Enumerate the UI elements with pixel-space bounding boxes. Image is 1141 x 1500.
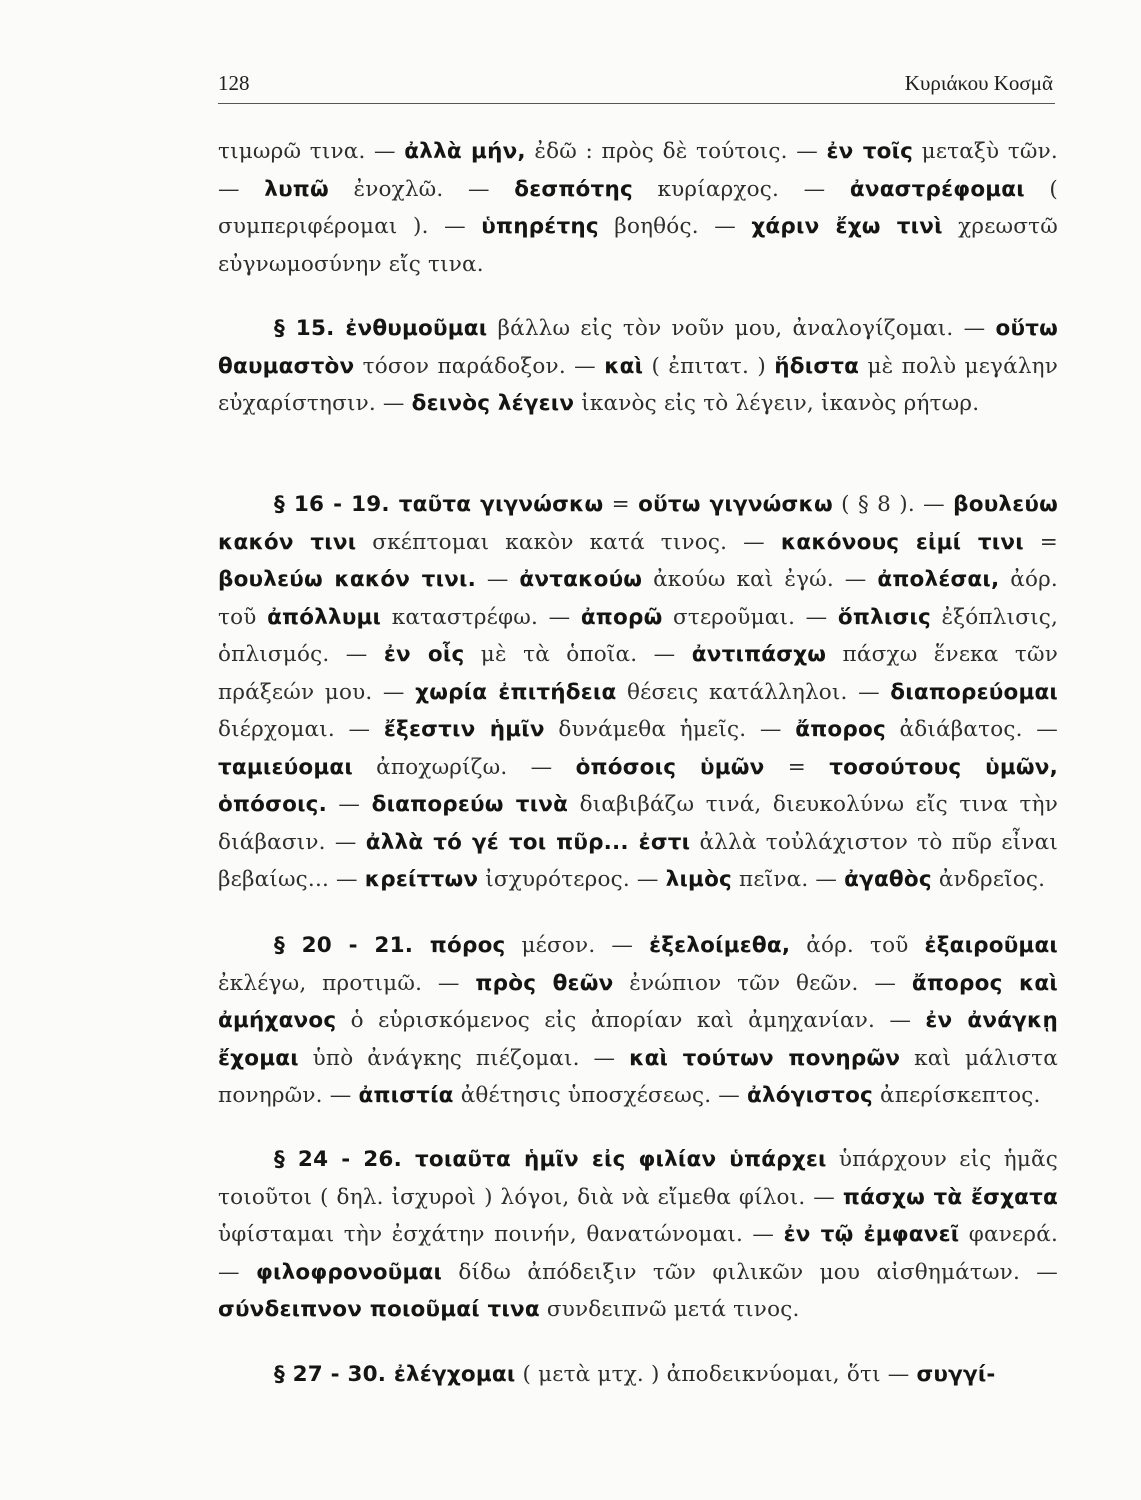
lemma: διαπορεύω τινὰ xyxy=(371,792,569,817)
gloss-section-16-19 xyxy=(218,486,1058,899)
lemma: πόρος xyxy=(429,933,506,958)
lemma: ταῦτα γιγνώσκω xyxy=(398,492,604,517)
gloss-text: κυρίαρχος. — xyxy=(632,176,850,202)
gloss-text: σκέπτομαι κακὸν κατά τινος. — xyxy=(356,529,781,555)
gloss-text: ἰσχυρότερος. — xyxy=(478,867,666,892)
gloss-text: τιμωρῶ τινα. — xyxy=(218,139,405,164)
paragraph-number: § 16 - 19. xyxy=(274,492,399,517)
paragraph-number: § 15. xyxy=(274,316,346,341)
gloss-text: ἀπερίσκεπτος. xyxy=(872,1083,1041,1108)
gloss-text: = xyxy=(1023,529,1059,555)
gloss-text: ὑπάρχουν εἰς ἡμᾶς τοιοῦτοι ( δηλ. ἰσχυροὶ ) λόγοι, διὰ νὰ εἴμεθα φίλοι. — xyxy=(218,1147,1059,1210)
gloss-text: ( ἐπιτατ. ) xyxy=(643,353,775,379)
gloss-text: — xyxy=(326,792,372,817)
gloss-section-20-21 xyxy=(218,927,1058,1115)
gloss-section-27-30 xyxy=(218,1356,1058,1394)
gloss-text: ( μετὰ μτχ. ) ἀποδεικνύομαι, ὅτι — xyxy=(515,1362,917,1387)
lemma: ἄπορος xyxy=(795,717,886,742)
lemma: ἀλλὰ τό γέ τοι πῦρ... ἐστι xyxy=(365,829,691,855)
gloss-section-24-26 xyxy=(218,1141,1058,1329)
lemma: ἀλλὰ μήν, xyxy=(404,139,526,164)
lemma: ἀπόλλυμι xyxy=(267,604,382,630)
lemma: χωρία ἐπιτήδεια xyxy=(415,679,617,705)
lemma: ἀντιπάσχω xyxy=(691,642,827,667)
gloss-text: μὲ πολὺ μεγάλην εὐχαρίστησιν. — xyxy=(218,353,1059,416)
gloss-text: = xyxy=(603,492,639,517)
gloss-text: πεῖνα. — xyxy=(732,867,845,892)
lemma: χάριν ἔχω τινὶ xyxy=(751,214,943,239)
lemma: κακόνους εἰμί τινι xyxy=(780,529,1024,555)
gloss-text: θέσεις κατάλληλοι. — xyxy=(616,679,891,705)
lemma: βουλεύω κακόν τινι xyxy=(218,492,1058,555)
lemma: ἔξεστιν ἡμῖν xyxy=(383,717,545,742)
lemma: ἥδιστα xyxy=(774,353,860,379)
gloss-text: ἐδῶ : πρὸς δὲ τούτοις. — xyxy=(525,139,827,164)
lemma: ἀλόγιστος xyxy=(747,1083,873,1108)
lemma: ἀναστρέφομαι xyxy=(849,176,1025,202)
lemma: ἐξελοίμεθα, xyxy=(649,933,791,958)
gloss-text: ἀκούω καὶ ἐγώ. — xyxy=(642,567,878,592)
paragraph-number: § 27 - 30. xyxy=(274,1362,394,1387)
paragraph-number: § 20 - 21. xyxy=(274,933,430,958)
lemma: ἀγαθὸς xyxy=(844,867,932,892)
lemma: λυπῶ xyxy=(264,176,329,202)
lemma: ἄπορος καὶ ἀμήχανος xyxy=(218,970,1058,1033)
gloss-text: καὶ μάλιστα πονηρῶν. — xyxy=(218,1045,1058,1108)
gloss-text: βοηθός. — xyxy=(598,214,752,239)
lemma: ἀντακούω xyxy=(519,567,643,592)
lemma: ἐν ἀνάγκῃ ἔχομαι xyxy=(218,1008,1058,1071)
lemma: δεσπότης xyxy=(514,176,633,202)
lemma: ἐν οἷς xyxy=(383,642,465,667)
gloss-text: ἀόρ. τοῦ xyxy=(218,567,1058,630)
gloss-text: ἀόρ. τοῦ xyxy=(790,933,925,958)
gloss-text: — xyxy=(475,567,520,592)
lemma: πρὸς θεῶν xyxy=(475,970,614,996)
lemma: σύνδειπνον ποιοῦμαί τινα xyxy=(218,1297,540,1322)
gloss-text: συνδειπνῶ μετά τινος. xyxy=(539,1297,800,1322)
lemma: τοιαῦτα ἡμῖν εἰς φιλίαν ὑπάρχει xyxy=(414,1147,827,1172)
gloss-text: ( συμπεριφέρομαι ). — xyxy=(218,176,1059,239)
gloss-text: ἐνώπιον τῶν θεῶν. — xyxy=(613,970,912,996)
gloss-text: διαβιβάζω τινά, διευκολύνω εἴς τινα τὴν διάβασιν. — xyxy=(218,792,1058,855)
lemma: οὕτω θαυμαστὸν xyxy=(218,316,1058,379)
lemma: ἀπολέσαι, xyxy=(877,567,1000,592)
gloss-text: ἀθέτησις ὑποσχέσεως. — xyxy=(453,1083,748,1108)
lemma: ἐν τῷ ἐμφανεῖ xyxy=(783,1222,960,1247)
gloss-text: φανερά. — xyxy=(218,1222,1058,1285)
lemma: καὶ xyxy=(604,353,644,379)
lemma: διαπορεύομαι xyxy=(890,679,1059,705)
lemma: ὅπλισις xyxy=(837,604,931,630)
gloss-text: πάσχω ἕνεκα τῶν πράξεών μου. — xyxy=(218,642,1058,705)
gloss-text: ὁ εὑρισκόμενος εἰς ἀπορίαν καὶ ἀμηχανίαν. — xyxy=(336,1008,926,1033)
lemma: ἀπορῶ xyxy=(580,604,663,630)
lemma: βουλεύω κακόν τινι. xyxy=(218,567,476,592)
gloss-text: ἀνδρεῖος. xyxy=(931,867,1046,892)
lemma: ἐνθυμοῦμαι xyxy=(345,316,488,341)
gloss-text: τόσον παράδοξον. — xyxy=(354,353,605,379)
gloss-text: ὑφίσταμαι τὴν ἐσχάτην ποινήν, θανατώνομαι. — xyxy=(218,1222,784,1247)
gloss-text: στεροῦμαι. — xyxy=(662,604,838,630)
gloss-text: ἐνοχλῶ. — xyxy=(328,176,515,202)
lemma: ὁπόσοις ὑμῶν xyxy=(575,754,765,780)
gloss-text: ἀποχωρίζω. — xyxy=(352,754,576,780)
lemma: ἐξαιροῦμαι xyxy=(924,933,1058,958)
gloss-text: διέρχομαι. — xyxy=(218,717,384,742)
gloss-text: καταστρέφω. — xyxy=(381,604,581,630)
gloss-text: χρεωστῶ εὐγνωμοσύνην εἴς τινα. xyxy=(218,214,1058,277)
lemma: δεινὸς λέγειν xyxy=(411,391,575,416)
lemma: ἐν τοῖς xyxy=(826,139,914,164)
lemma: συγγί- xyxy=(916,1362,996,1387)
page-header xyxy=(218,63,1055,104)
gloss-text: ἀλλὰ τοὐλάχιστον τὸ πῦρ εἶναι βεβαίως... — xyxy=(218,829,1058,892)
gloss-text: ἀδιάβατος. — xyxy=(885,717,1058,742)
lemma: ταμιεύομαι xyxy=(218,754,353,780)
gloss-text: ( § 8 ). — xyxy=(832,492,954,517)
lemma: φιλοφρονοῦμαι xyxy=(256,1259,443,1285)
gloss-text: ἱκανὸς εἰς τὸ λέγειν, ἱκανὸς ρήτωρ. xyxy=(574,391,980,416)
lemma: λιμὸς xyxy=(665,867,732,892)
lemma: ἐλέγχομαι xyxy=(393,1362,516,1387)
gloss-text: ἐκλέγω, προτιμῶ. — xyxy=(218,970,476,996)
gloss-text: μέσον. — xyxy=(505,933,650,958)
lemma: πάσχω τὰ ἔσχατα xyxy=(842,1184,1058,1210)
lemma: ὑπηρέτης xyxy=(481,214,599,239)
page-number: 128 xyxy=(218,71,250,95)
lemma: κρείττων xyxy=(364,867,479,892)
gloss-text: ἐξόπλισις, ὁπλισμός. — xyxy=(218,604,1058,667)
lemma: οὕτω γιγνώσκω xyxy=(638,492,833,517)
paragraph-number: § 24 - 26. xyxy=(274,1147,415,1172)
gloss-text: μὲ τὰ ὁποῖα. — xyxy=(464,642,692,667)
gloss-text: βάλλω εἰς τὸν νοῦν μου, ἀναλογίζομαι. — xyxy=(487,316,996,341)
lemma: τοσούτους ὑμῶν, ὁπόσοις. xyxy=(218,754,1059,817)
gloss-text: δυνάμεθα ἡμεῖς. — xyxy=(544,717,796,742)
gloss-text: = xyxy=(764,754,830,780)
gloss-text: ὑπὸ ἀνάγκης πιέζομαι. — xyxy=(298,1045,630,1071)
lemma: καὶ τούτων πονηρῶν xyxy=(629,1045,901,1071)
gloss-text: μεταξὺ τῶν. — xyxy=(218,139,1058,202)
lemma: ἀπιστία xyxy=(358,1083,454,1108)
gloss-text: δίδω ἀπόδειξιν τῶν φιλικῶν μου αἰσθημάτων. — xyxy=(442,1259,1058,1285)
gloss-section-15 xyxy=(218,310,1058,423)
running-head: Κυριάκου Κοσμᾶ xyxy=(904,71,1053,95)
gloss-section-continuation xyxy=(218,133,1058,283)
